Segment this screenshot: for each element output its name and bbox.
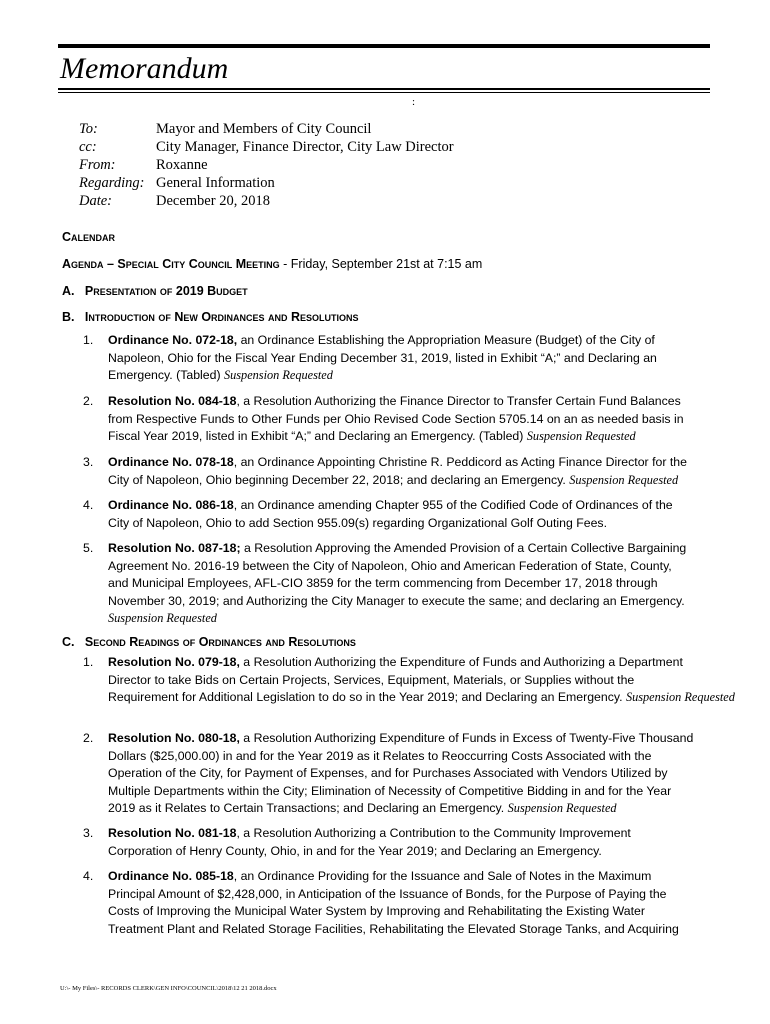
item-text: Requirement for Additional Legislation to do so in the Year 2019; and Declaring an Emergency. [108,690,626,705]
item-text: Napoleon, Ohio for the Fiscal Year Ending December 31, 2019, listed in Exhibit “A;” and Declaring an [108,350,657,365]
agenda-detail: - Friday, September 21st at 7:15 am [279,257,483,271]
section-letter: B. [62,310,75,324]
item-text: City of Napoleon, Ohio beginning December 22, 2018; and declaring an Emergency. [108,472,570,487]
header-value: December 20, 2018 [156,193,270,209]
item-number: 4. [83,498,94,512]
colon-mark: : [412,96,416,108]
header-label: Date: [79,193,113,209]
calendar-heading-text: Calendar [62,230,116,244]
header-label: cc: [79,139,97,155]
item-text: Director to take Bids on Certain Projects, Services, Equipment, Materials, or Supplies without the [108,672,635,687]
agenda-title: Agenda – Special City Council Meeting [62,257,280,271]
suspension-note: Suspension Requested [507,801,617,816]
suspension-note: Suspension Requested [223,368,333,383]
section-letter: C. [62,635,75,649]
agenda-heading [62,256,482,272]
item-text: a Resolution Approving the Amended Provision of a Certain Collective Bargaining [240,541,687,555]
suspension-note: Suspension Requested [526,429,636,444]
section-title: Introduction of New Ordinances and Resolutions [84,310,359,324]
header-value: General Information [156,175,275,191]
section-letter: A. [62,284,75,298]
header-value: City Manager, Finance Director, City Law Director [156,139,454,155]
top-rule [58,44,710,48]
item-number: 2. [83,394,94,408]
list-item [83,454,708,489]
item-text: Operation of the City, for Payment of Expenses, and for Purchases Associated with Vendors Utilized by [108,766,668,781]
item-id: Resolution No. 081-18 [108,826,237,840]
item-text: , a Resolution Authorizing a Contribution to the Community Improvement [236,826,631,840]
item-id: Ordinance No. 086-18 [108,498,234,512]
item-id: Resolution No. 079-18, [108,655,240,669]
list-item [83,332,708,385]
item-text: Principal Amount of $2,428,000, in Anticipation of the Issuance of Bonds, for the Purpose of Paying the [108,886,667,901]
list-item [83,393,708,446]
item-text: November 30, 2019; and Authorizing the City Manager to execute the same; and declaring an Emergency. [108,593,685,608]
item-number: 3. [83,826,94,840]
item-id: Ordinance No. 072-18, [108,333,238,347]
item-id: Resolution No. 084-18 [108,394,237,408]
item-text: Emergency. (Tabled) [108,368,224,383]
item-id: Ordinance No. 078-18 [108,455,234,469]
item-text: a Resolution Authorizing Expenditure of Funds in Excess of Twenty-Five Thousand [239,731,694,745]
item-id: Resolution No. 080-18, [108,731,240,745]
section-title: Second Readings of Ordinances and Resolutions [84,635,356,649]
item-id: Ordinance No. 085-18 [108,869,234,883]
item-text: 2019 as it Relates to Certain Transactions; and Declaring an Emergency. [108,801,508,816]
item-id: Resolution No. 087-18; [108,541,241,555]
item-text: Agreement No. 2016-19 between the City of Napoleon, Ohio and American Federation of State, County, [108,558,672,573]
item-text: Multiple Departments within the City; Elimination of Necessity of Competitive Bidding in and for the Year [108,783,672,798]
list-item [83,730,708,818]
section-title: Presentation of 2019 Budget [84,284,248,298]
section-c-heading [62,634,356,650]
suspension-note: Suspension Requested [108,611,217,626]
calendar-heading [62,229,115,245]
file-path-footer: U:\- My Files\- RECORDS CLERK\GEN INFO\COUNCIL\2018\12 21 2018.docx [60,985,277,992]
list-item [83,825,708,860]
list-item [83,540,708,628]
item-text: , an Ordinance Providing for the Issuance and Sale of Notes in the Maximum [233,869,652,883]
item-number: 4. [83,869,94,883]
item-number: 5. [83,541,94,555]
section-a-heading [62,283,248,299]
item-text: , a Resolution Authorizing the Finance Director to Transfer Certain Fund Balances [236,394,681,408]
item-text: , an Ordinance Appointing Christine R. Peddicord as Acting Finance Director for the [233,455,687,469]
title-rule [58,88,710,90]
item-text: and Municipal Employees, AFL-CIO 3859 for the term commencing from December 17, 2018 through [108,576,658,591]
list-item [83,868,708,938]
item-number: 1. [83,655,94,669]
list-item [83,497,708,532]
item-number: 3. [83,455,94,469]
title-rule-thin [58,92,710,93]
item-text: from Respective Funds to Other Funds per Ohio Revised Code Section 5705.14 on an as needed basis in [108,411,684,426]
header-label: To: [79,121,98,137]
item-text: City of Napoleon, Ohio to add Section 955.09(s) regarding Organizational Golf Outing Fees. [108,515,607,530]
section-b-heading [62,309,359,325]
item-number: 2. [83,731,94,745]
item-number: 1. [83,333,94,347]
header-label: From: [79,157,116,173]
suspension-note: Suspension Requested [569,472,679,487]
memo-title: Memorandum [60,52,229,85]
item-text: Costs of Improving the Municipal Water System by Improving and Rehabilitating the Existing Water [108,904,645,919]
header-value: Mayor and Members of City Council [156,121,372,137]
item-text: Fiscal Year 2019, listed in Exhibit “A;” and Declaring an Emergency. (Tabled) [108,429,527,444]
item-text: Treatment Plant and Related Storage Facilities, Rehabilitating the Elevated Storage Tanks, and Acquiring [108,921,679,936]
item-text: Dollars ($25,000.00) in and for the Year 2019 as it Relates to Reoccurring Costs Associated with the [108,748,652,763]
item-text: , an Ordinance amending Chapter 955 of the Codified Code of Ordinances of the [233,498,673,512]
item-text: an Ordinance Establishing the Appropriation Measure (Budget) of the City of [237,333,655,347]
list-item [83,654,735,707]
header-value: Roxanne [156,157,208,173]
item-text: a Resolution Authorizing the Expenditure of Funds and Authorizing a Department [239,655,683,669]
suspension-note: Suspension Requested [625,690,735,705]
item-text: Corporation of Henry County, Ohio, in and for the Year 2019; and Declaring an Emergency. [108,843,602,858]
header-label: Regarding: [79,175,145,191]
